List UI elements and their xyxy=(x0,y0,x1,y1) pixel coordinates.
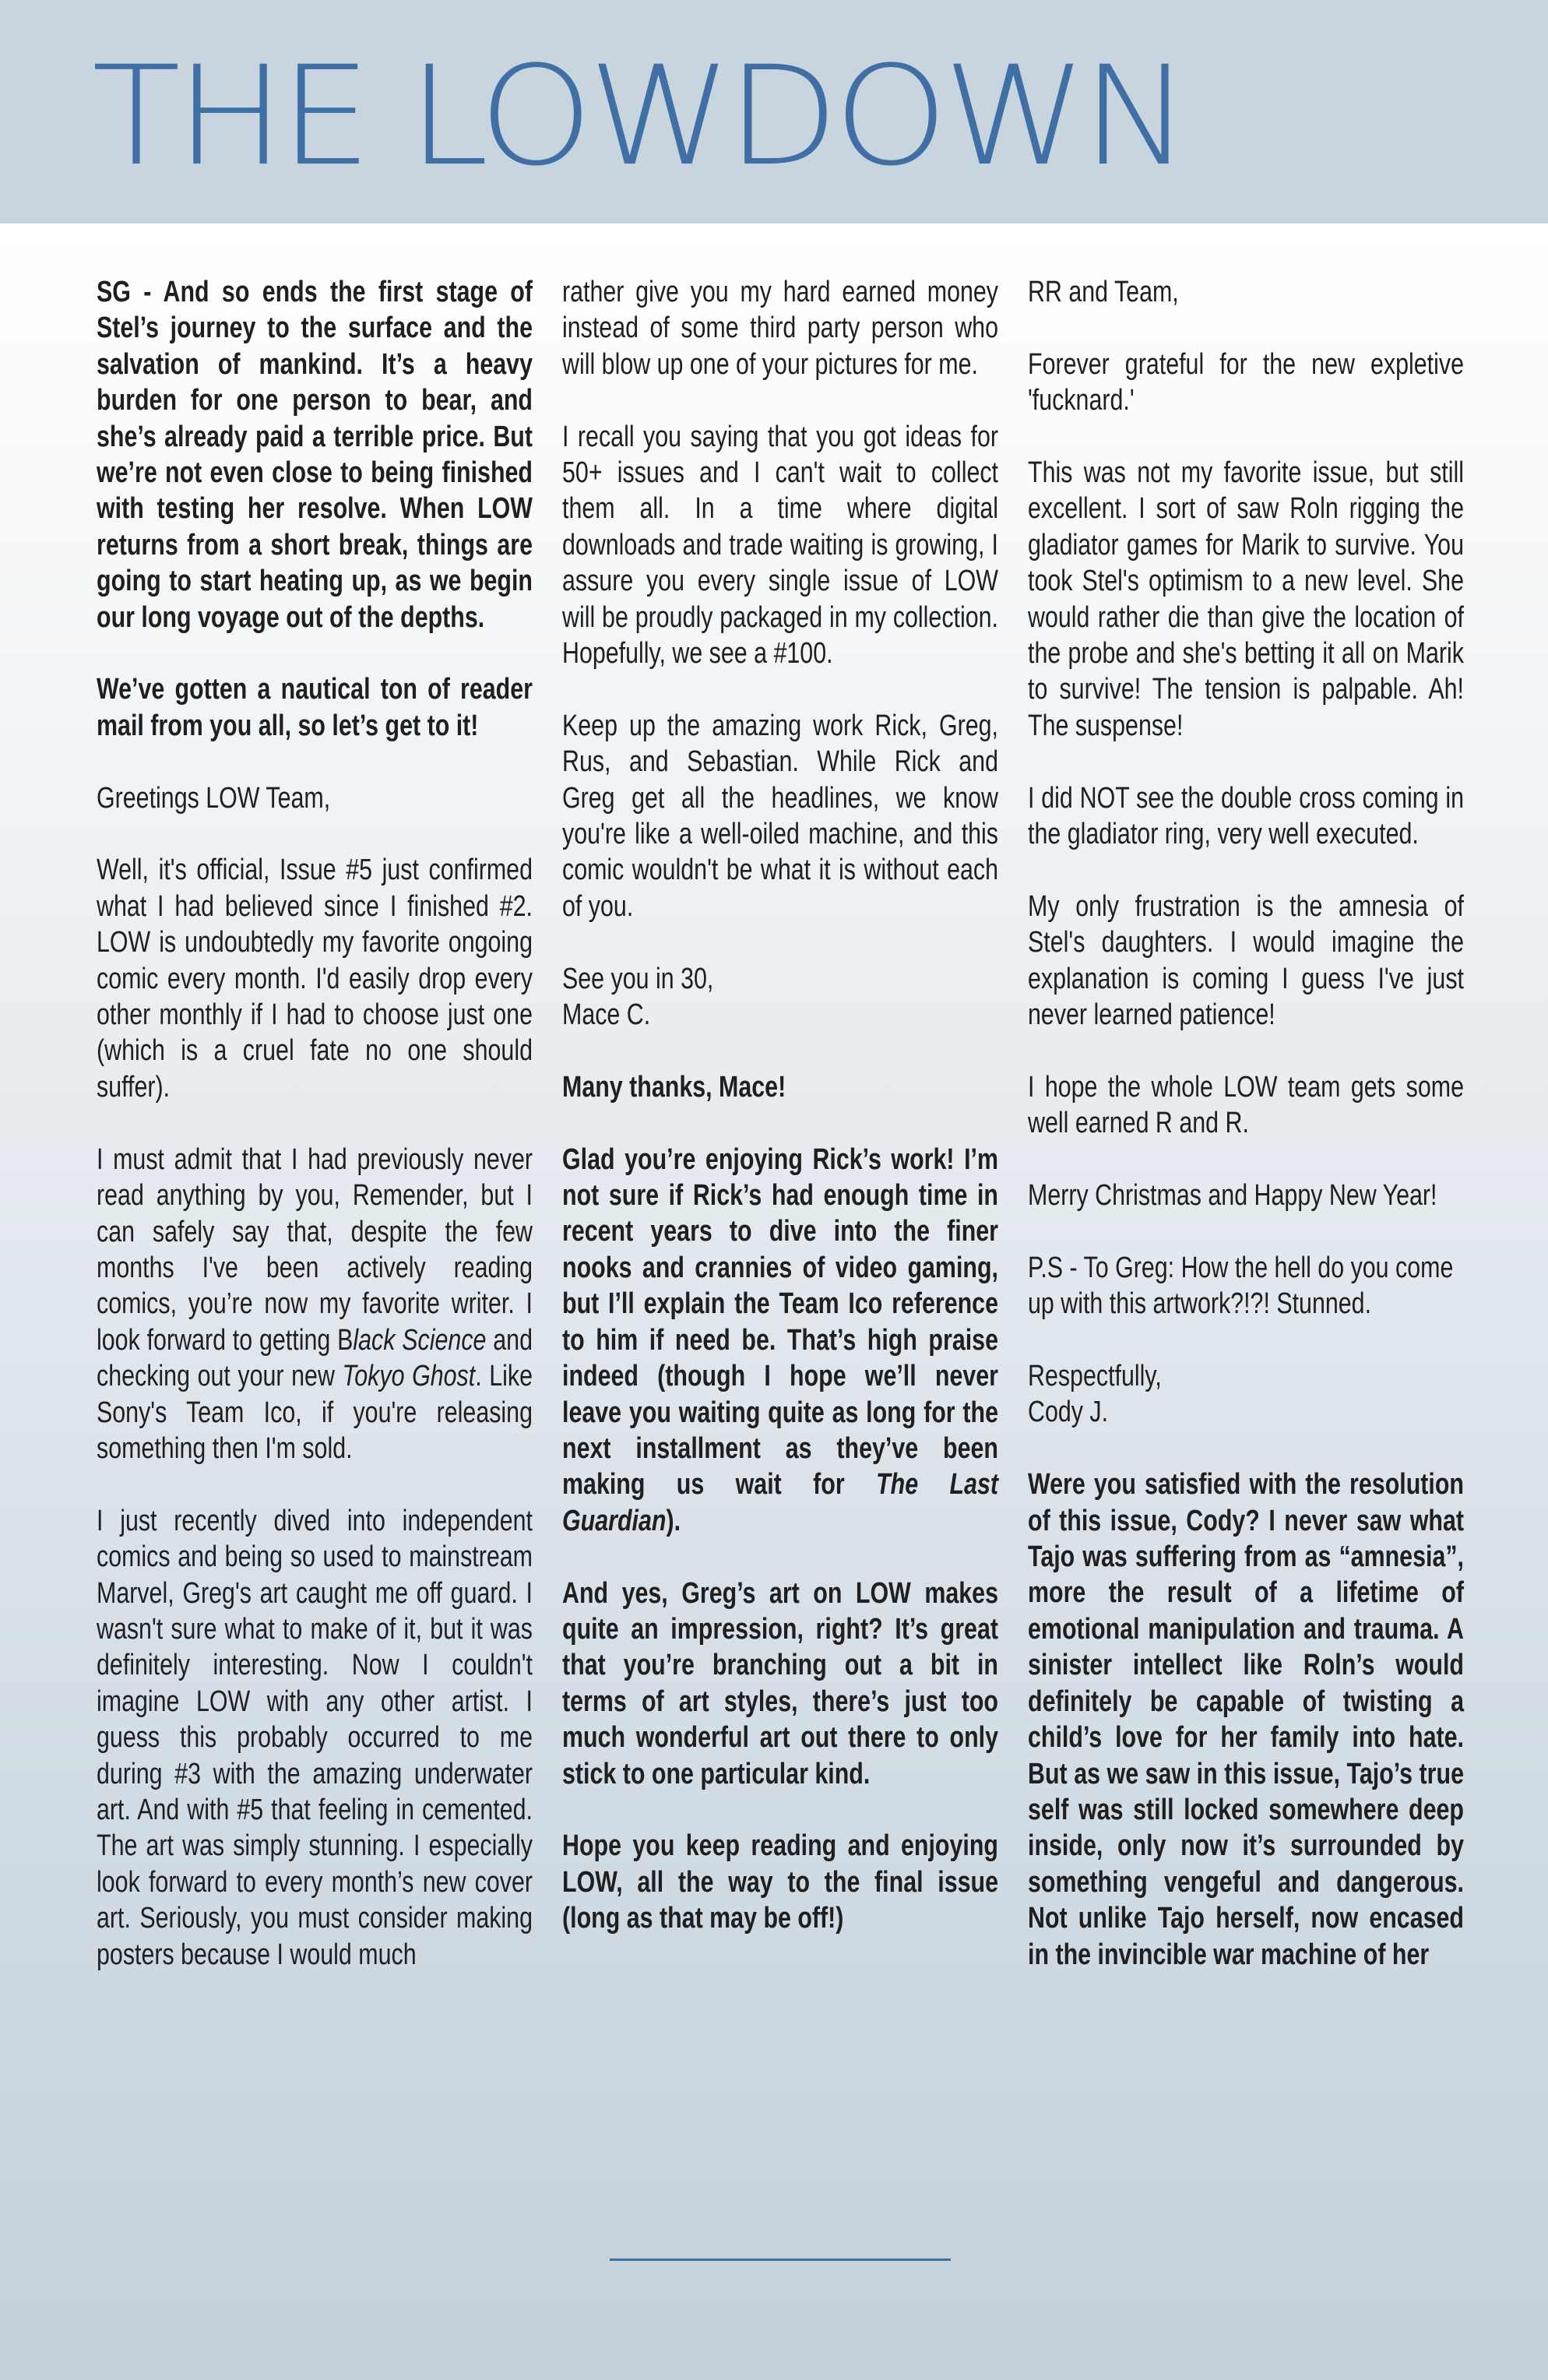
letter-paragraph: Merry Christmas and Happy New Year! xyxy=(1028,1179,1437,1213)
italic-title: The Last Guardian xyxy=(562,1468,999,1537)
header-band xyxy=(0,0,1548,224)
letter-signature: Mace C. xyxy=(562,998,651,1032)
editor-reply: And yes, Greg’s art on LOW makes quite an impression, right? It’s great that you’re branching out a bit in terms of art styles, there’s just too much wonderful art out there to only stick to one particular kind. xyxy=(562,1576,998,1790)
letter-greeting: Greetings LOW Team, xyxy=(97,781,331,815)
column-1 xyxy=(97,274,533,2009)
letter-paragraph: Forever grateful for the new expletive 'fucknard.' xyxy=(1028,347,1464,417)
letter-paragraph xyxy=(97,1142,533,1467)
section-divider xyxy=(610,2259,951,2261)
page-title: THE LOWDOWN xyxy=(92,37,1186,196)
letter-postscript: P.S - To Greg: How the hell do you come up with this artwork?!?! Stunned. xyxy=(1028,1251,1454,1321)
italic-title: Tokyo Ghost xyxy=(342,1360,476,1393)
italic-title: lack Science xyxy=(353,1323,487,1357)
text: . Like Sony's Team Ico, if you're releasing something then I'm sold. xyxy=(97,1360,533,1465)
column-3 xyxy=(1028,274,1464,2009)
letter-paragraph: I hope the whole LOW team gets some well earned R and R. xyxy=(1028,1070,1464,1140)
letter-paragraph: I recall you saying that you got ideas for 50+ issues and I can't wait to collect them all. In a time where digital downloads and trade waiting is growing, I assure you every single issue of LOW will be proudly packaged in my collection. Hopefully, we see a #100. xyxy=(562,420,998,671)
letter-signature: Cody J. xyxy=(1028,1396,1109,1429)
text: and checking out your new xyxy=(97,1323,533,1393)
editor-reply xyxy=(562,1142,998,1539)
letter-signoff: See you in 30, xyxy=(562,962,714,995)
column-2 xyxy=(562,274,998,1973)
text: I must admit that I had previously never read anything by you, Remender, but I can safely say that, despite the few months I've been actively reading comics, you’re now my favorite writer. I look forward to getting B xyxy=(97,1142,533,1357)
letter-greeting: RR and Team, xyxy=(1028,276,1179,308)
letter-signoff: Respectfully, xyxy=(1028,1360,1162,1393)
letter-paragraph: Keep up the amazing work Rick, Greg, Rus, and Sebastian. While Rick and Greg get all the headlines, we know you're like a well-oiled machine, and this comic wouldn't be what it is without each of you. xyxy=(562,709,998,923)
editor-reply-opening: Many thanks, Mace! xyxy=(562,1070,786,1104)
text: Glad you’re enjoying Rick’s work! I’m not sure if Rick’s had enough time in recent years to dive into the finer nooks and crannies of video gaming, but I’ll explain the Team Ico reference to him if need be. That’s high praise indeed (though I hope we’ll never leave you waiting quite as long for the next installment as they’ve been making us wait for xyxy=(562,1142,998,1502)
letter-paragraph: Well, it's official, Issue #5 just confirmed what I had believed since I finished #2. LOW is undoubtedly my favorite ongoing comic every month. I'd easily drop every other monthly if I had to choose just one (which is a cruel fate no one should suffer). xyxy=(97,854,533,1104)
letter-paragraph: rather give you my hard earned money instead of some third party person who will blow up one of your pictures for me. xyxy=(562,276,998,381)
letter-paragraph: I just recently dived into independent comics and being so used to mainstream Marvel, Greg's art caught me off guard. I wasn't sure what to make of it, but it was definitely interesting. Now I couldn't imagine LOW with any other artist. I guess this probably occurred to me during #3 with the amazing underwater art. And with #5 that feeling in cemented. The art was simply stunning. I especially look forward to every month’s new cover art. Seriously, you must consider making posters because I would much xyxy=(97,1504,533,1971)
editor-intro: SG - And so ends the first stage of Stel’s journey to the surface and the salvation of mankind. It’s a heavy burden for one person to bear, and she’s already paid a terrible price. But we’re not even close to being finished with testing her resolve. When LOW returns from a short break, things are going to start heating up, as we begin our long voyage out of the depths. xyxy=(97,276,533,634)
letter-paragraph: This was not my favorite issue, but still excellent. I sort of saw Roln rigging the gladiator games for Marik to survive. You took Stel's optimism to a new level. She would rather die than give the location of the probe and she's betting it all on Marik to survive! The tension is palpable. Ah! The suspense! xyxy=(1028,456,1464,742)
letter-paragraph: I did NOT see the double cross coming in the gladiator ring, very well executed. xyxy=(1028,781,1464,851)
text: ). xyxy=(666,1504,681,1537)
letter-paragraph: My only frustration is the amnesia of Stel's daughters. I would imagine the explanation is coming I guess I've just never learned patience! xyxy=(1028,889,1464,1032)
editor-mail-intro: We’ve gotten a nautical ton of reader mail from you all, so let’s get to it! xyxy=(97,673,533,742)
editor-reply: Were you satisfied with the resolution of this issue, Cody? I never saw what Tajo was suffering from as “amnesia”, more the result of a lifetime of emotional manipulation and trauma. A sinister intellect like Roln’s would definitely be capable of twisting a child’s love for her family into hate. But as we saw in this issue, Tajo’s true self was still locked somewhere deep inside, only now it’s surrounded by something vengeful and dangerous. Not unlike Tajo herself, now encased in the invincible war machine of her xyxy=(1028,1468,1464,1971)
editor-reply: Hope you keep reading and enjoying LOW, all the way to the final issue (long as that may be off!) xyxy=(562,1829,998,1935)
